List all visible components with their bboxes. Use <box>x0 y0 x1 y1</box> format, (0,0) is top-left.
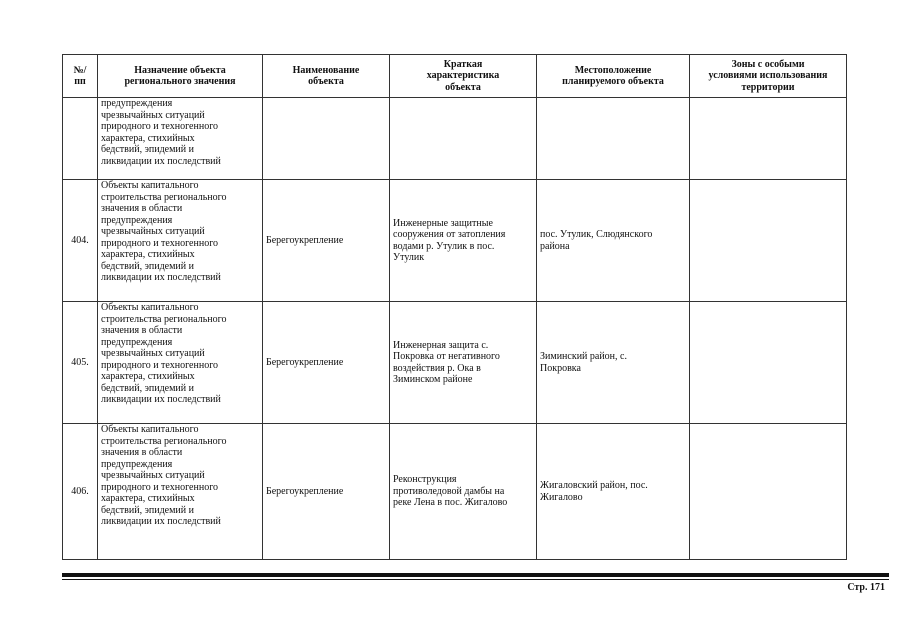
header-name: Наименование объекта <box>263 55 390 98</box>
row-zones <box>690 424 847 560</box>
row-purpose: предупреждения чрезвычайных ситуаций природного и техногенного характера, стихийных бедствий, эпидемий и ликвидации их последствий <box>98 98 263 180</box>
header-location: Местоположение планируемого объекта <box>537 55 690 98</box>
header-zones: Зоны с особыми условиями использования территории <box>690 55 847 98</box>
row-name: Берегоукрепление <box>263 424 390 560</box>
row-location: Жигаловский район, пос. Жигалово <box>537 424 690 560</box>
row-name <box>263 98 390 180</box>
row-number: 404. <box>63 180 98 302</box>
header-description: Краткая характеристика объекта <box>390 55 537 98</box>
row-location: пос. Утулик, Слюдянского района <box>537 180 690 302</box>
row-name: Берегоукрепление <box>263 180 390 302</box>
row-zones <box>690 98 847 180</box>
row-description: Инженерная защита с. Покровка от негативного воздействия р. Ока в Зиминском районе <box>390 302 537 424</box>
row-location: Зиминский район, с. Покровка <box>537 302 690 424</box>
table-row <box>63 424 847 560</box>
footer-rule-thin <box>62 579 889 580</box>
row-name: Берегоукрепление <box>263 302 390 424</box>
table-header-row <box>63 55 847 98</box>
table-row <box>63 180 847 302</box>
row-number <box>63 98 98 180</box>
row-zones <box>690 302 847 424</box>
table-body <box>63 98 847 560</box>
footer-rule <box>62 573 889 577</box>
row-purpose: Объекты капитального строительства регионального значения в области предупреждения чрезвычайных ситуаций природного и техногенного характера, стихийных бедствий, эпидемий и ликвидации их последствий <box>98 302 263 424</box>
row-description <box>390 98 537 180</box>
header-number: №/ пп <box>63 55 98 98</box>
row-description: Инженерные защитные сооружения от затопления водами р. Утулик в пос. Утулик <box>390 180 537 302</box>
row-zones <box>690 180 847 302</box>
row-description: Реконструкция противоледовой дамбы на реке Лена в пос. Жигалово <box>390 424 537 560</box>
row-purpose: Объекты капитального строительства регионального значения в области предупреждения чрезвычайных ситуаций природного и техногенного характера, стихийных бедствий, эпидемий и ликвидации их последствий <box>98 180 263 302</box>
table-row <box>63 98 847 180</box>
row-purpose: Объекты капитального строительства регионального значения в области предупреждения чрезвычайных ситуаций природного и техногенного характера, стихийных бедствий, эпидемий и ликвидации их последствий <box>98 424 263 560</box>
page-number: Стр. 171 <box>847 582 885 593</box>
row-location <box>537 98 690 180</box>
objects-table <box>62 54 847 560</box>
row-number: 406. <box>63 424 98 560</box>
table-row <box>63 302 847 424</box>
header-purpose: Назначение объекта регионального значения <box>98 55 263 98</box>
row-number: 405. <box>63 302 98 424</box>
